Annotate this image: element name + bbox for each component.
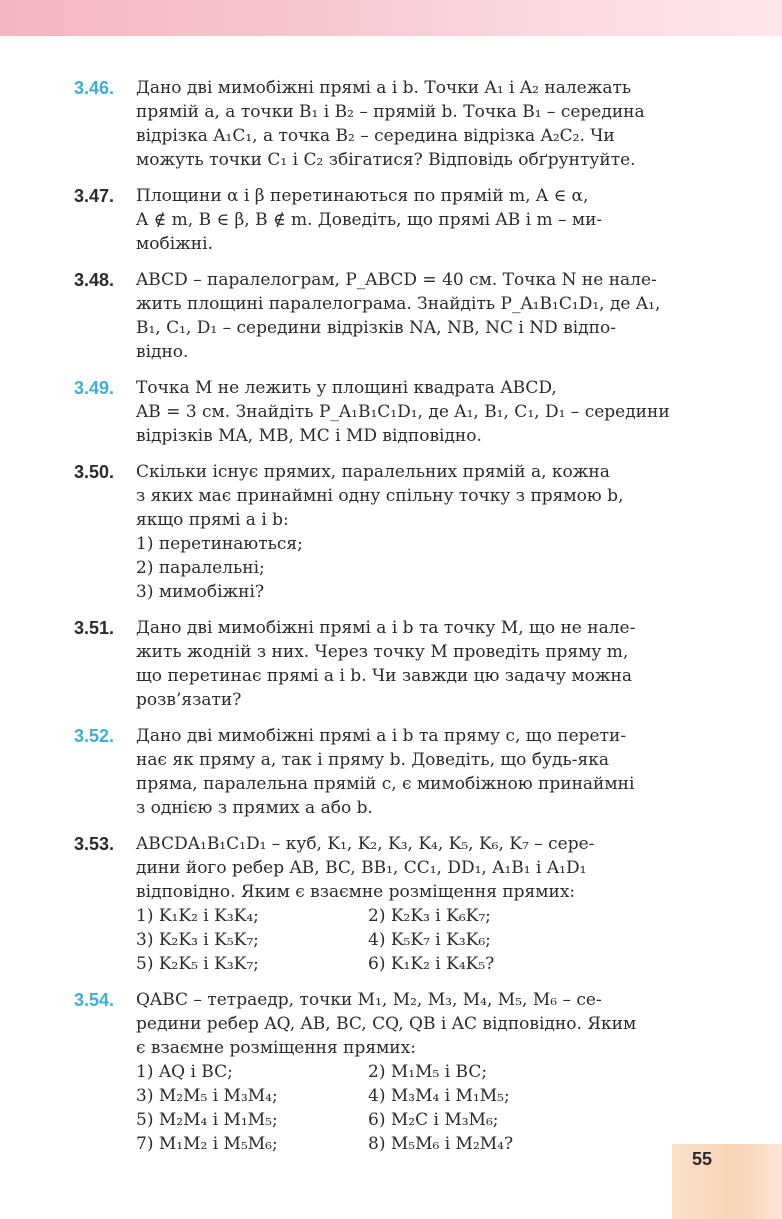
text-line: відповідно. Яким є взаємне розміщення прямих: xyxy=(136,882,576,902)
answer-option: 3) M₂M₅ і M₃M₄; xyxy=(136,1086,278,1106)
text-line: QABC – тетраедр, точки M₁, M₂, M₃, M₄, M₅, M₆ – се- xyxy=(136,990,602,1010)
text-line: AB = 3 см. Знайдіть P_A₁B₁C₁D₁, де A₁, B₁, C₁, D₁ – середини xyxy=(136,402,670,422)
problem-number: 3.51. xyxy=(74,618,115,638)
answer-option: 6) K₁K₂ і K₄K₅? xyxy=(368,954,495,974)
text-line: нає як пряму a, так і пряму b. Доведіть, що будь-яка xyxy=(136,750,610,770)
problem-text xyxy=(136,376,714,448)
problem-3-46 xyxy=(74,76,714,172)
page-number: 55 xyxy=(691,1149,713,1169)
problem-number: 3.48. xyxy=(74,270,115,290)
text-line: ABCD – паралелограм, P_ABCD = 40 см. Точка N не нале- xyxy=(136,270,657,290)
text-line: Площини α і β перетинаються по прямій m, A ∈ α, xyxy=(136,186,589,206)
text-line: Скільки існує прямих, паралельних прямій a, кожна xyxy=(136,462,610,482)
problem-text xyxy=(136,460,714,604)
answer-option: 1) AQ і BC; xyxy=(136,1062,233,1082)
answer-option: 5) K₂K₅ і K₃K₇; xyxy=(136,954,259,974)
answer-option: 2) паралельні; xyxy=(136,558,265,578)
answer-option: 4) K₅K₇ і K₃K₆; xyxy=(368,930,491,950)
text-line: Точка M не лежить у площині квадрата ABCD, xyxy=(136,378,557,398)
text-line: відно. xyxy=(136,342,189,362)
text-line: Дано дві мимобіжні прямі a і b. Точки A₁ і A₂ належать xyxy=(136,78,632,98)
problem-3-48 xyxy=(74,268,714,364)
answer-option: 2) K₂K₃ і K₆K₇; xyxy=(368,906,491,926)
problem-number: 3.54. xyxy=(74,990,115,1010)
answer-option: 1) перетинаються; xyxy=(136,534,303,554)
text-line: ABCDA₁B₁C₁D₁ – куб, K₁, K₂, K₃, K₄, K₅, K₆, K₇ – сере- xyxy=(136,834,595,854)
problem-number: 3.53. xyxy=(74,834,115,854)
top-decorative-band xyxy=(0,0,782,36)
problem-list xyxy=(74,76,714,1168)
text-line: A ∉ m, B ∈ β, B ∉ m. Доведіть, що прямі AB і m – ми- xyxy=(136,210,603,230)
problem-text xyxy=(136,76,714,172)
text-line: що перетинає прямі a і b. Чи завжди цю задачу можна xyxy=(136,666,633,686)
answer-option: 3) мимобіжні? xyxy=(136,582,265,602)
answer-option: 4) M₃M₄ і M₁M₅; xyxy=(368,1086,510,1106)
text-line: редини ребер AQ, AB, BC, CQ, QB і AC відповідно. Яким xyxy=(136,1014,637,1034)
problem-3-47 xyxy=(74,184,714,256)
text-line: пряма, паралельна прямій c, є мимобіжною принаймні xyxy=(136,774,635,794)
text-line: прямій a, а точки B₁ і B₂ – прямій b. Точка B₁ – середина xyxy=(136,102,645,122)
problem-number: 3.47. xyxy=(74,186,115,206)
answer-option: 1) K₁K₂ і K₃K₄; xyxy=(136,906,259,926)
text-line: з однією з прямих a або b. xyxy=(136,798,373,818)
answer-option: 2) M₁M₅ і BC; xyxy=(368,1062,488,1082)
problem-text xyxy=(136,616,714,712)
problem-number: 3.50. xyxy=(74,462,115,482)
text-line: якщо прямі a і b: xyxy=(136,510,289,530)
text-line: можуть точки C₁ і C₂ збігатися? Відповідь обґрунтуйте. xyxy=(136,150,636,170)
problem-3-51 xyxy=(74,616,714,712)
text-line: є взаємне розміщення прямих: xyxy=(136,1038,416,1058)
text-line: з яких має принаймні одну спільну точку з прямою b, xyxy=(136,486,624,506)
problem-text xyxy=(136,268,714,364)
text-line: жить жодній з них. Через точку M проведіть пряму m, xyxy=(136,642,629,662)
problem-text xyxy=(136,988,714,1156)
problem-3-54 xyxy=(74,988,714,1156)
problem-3-52 xyxy=(74,724,714,820)
problem-number: 3.46. xyxy=(74,78,115,98)
text-line: дини його ребер AB, BC, BB₁, CC₁, DD₁, A₁B₁ і A₁D₁ xyxy=(136,858,587,878)
answer-option: 6) M₂C і M₃M₆; xyxy=(368,1110,499,1130)
text-line: жить площині паралелограма. Знайдіть P_A₁B₁C₁D₁, де A₁, xyxy=(136,294,661,314)
answer-option: 5) M₂M₄ і M₁M₅; xyxy=(136,1110,278,1130)
problem-text xyxy=(136,832,714,976)
answer-option: 8) M₅M₆ і M₂M₄? xyxy=(368,1134,514,1154)
problem-3-49 xyxy=(74,376,714,448)
text-line: Дано дві мимобіжні прямі a і b та пряму c, що перети- xyxy=(136,726,627,746)
problem-text xyxy=(136,724,714,820)
answer-grid xyxy=(136,904,714,976)
text-line: мобіжні. xyxy=(136,234,213,254)
text-line: відрізків MA, MB, MC і MD відповідно. xyxy=(136,426,482,446)
text-line: B₁, C₁, D₁ – середини відрізків NA, NB, NC і ND відпо- xyxy=(136,318,616,338)
answer-option: 7) M₁M₂ і M₅M₆; xyxy=(136,1134,278,1154)
text-line: розв’язати? xyxy=(136,690,242,710)
problem-text xyxy=(136,184,714,256)
text-line: відрізка A₁C₁, а точка B₂ – середина відрізка A₂C₂. Чи xyxy=(136,126,615,146)
answer-grid xyxy=(136,1060,714,1156)
text-line: Дано дві мимобіжні прямі a і b та точку M, що не нале- xyxy=(136,618,636,638)
problem-number: 3.52. xyxy=(74,726,115,746)
problem-3-53 xyxy=(74,832,714,976)
problem-3-50 xyxy=(74,460,714,604)
answer-option: 3) K₂K₃ і K₅K₇; xyxy=(136,930,259,950)
problem-number: 3.49. xyxy=(74,378,115,398)
